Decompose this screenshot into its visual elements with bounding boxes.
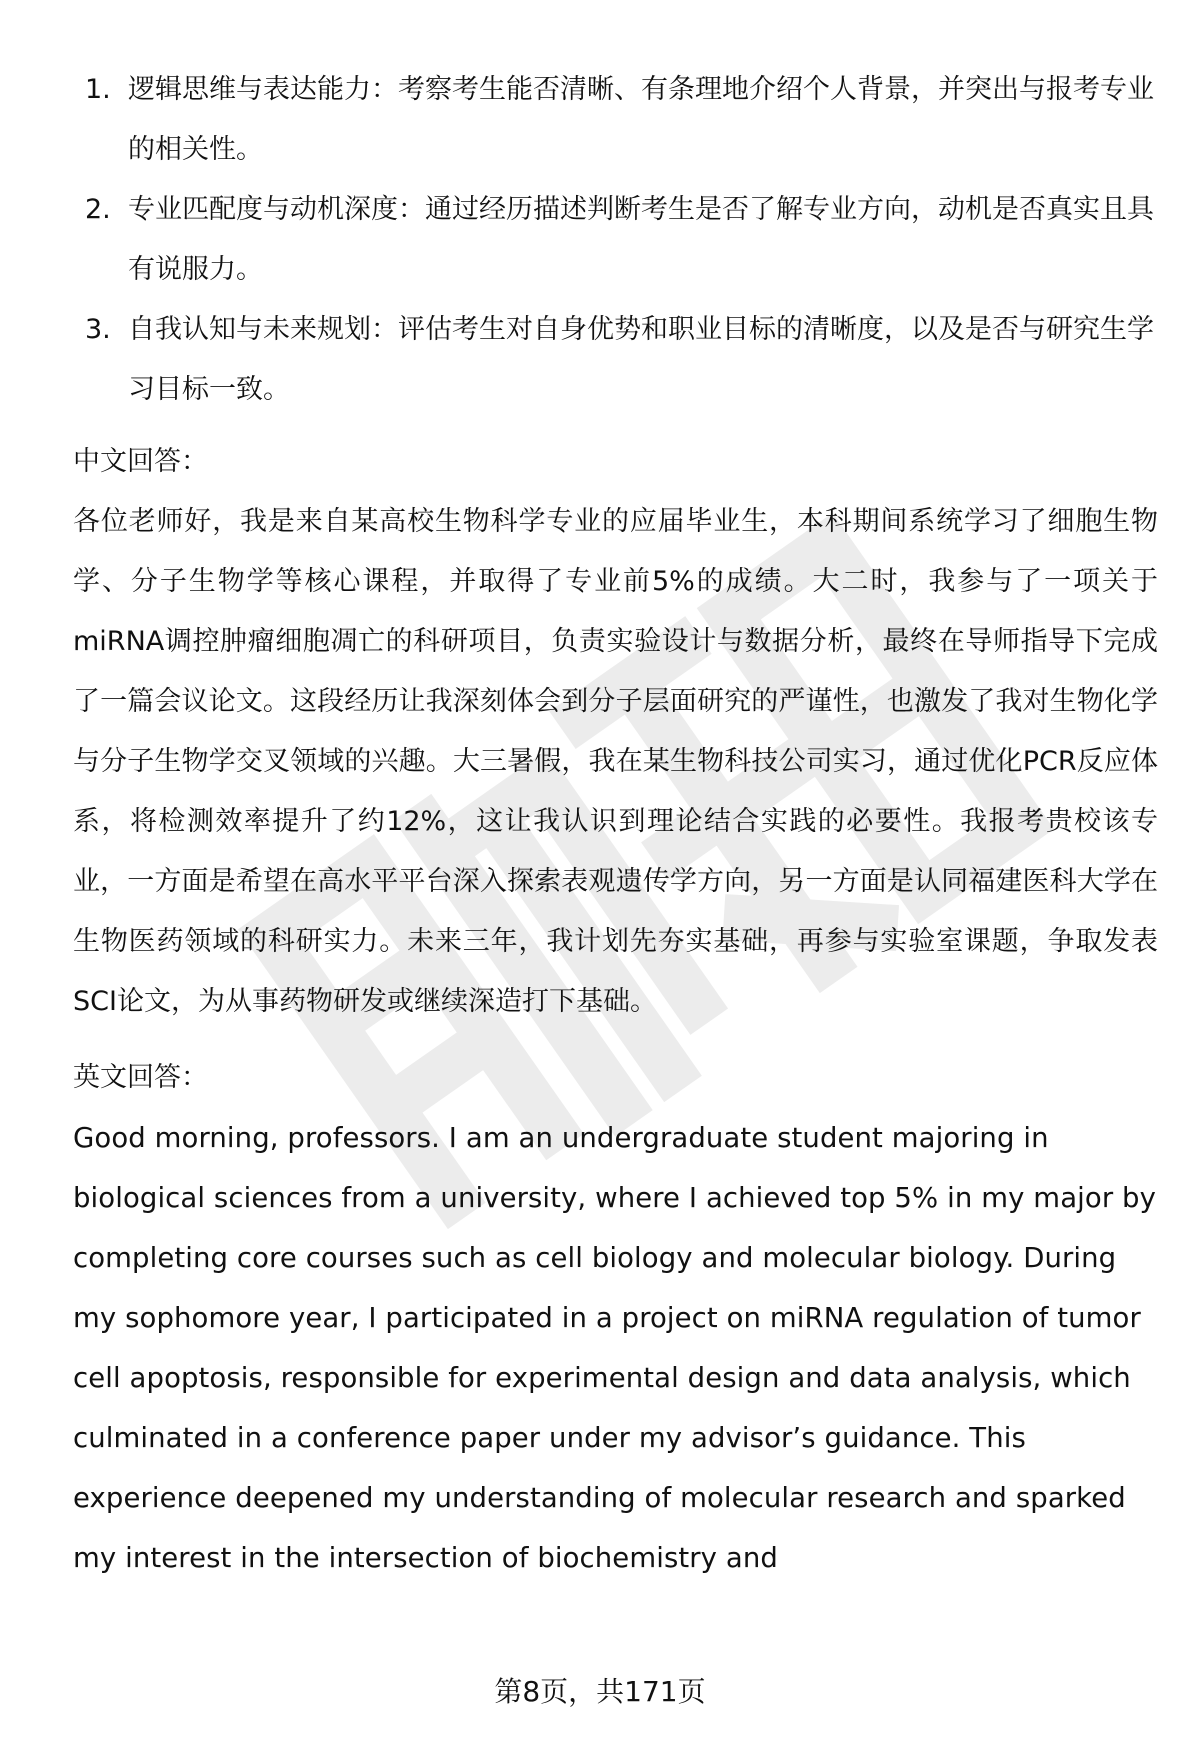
english-answer-text: Good morning, professors. I am an undergraduate student majoring in biological sciences from a university, where I achieved top 5% in my major by completing core courses such as cell biology and molecular biology. During my sophomore year, I participated in a project on miRNA regulation of tumor cell apoptosis, responsible for experimental design and data analysis, which culminated in a conference paper under my advisor’s guidance. This experience deepened my understanding of molecular research and sparked my interest in the intersection of biochemistry and	[73, 1122, 1156, 1574]
evaluation-criteria-list	[73, 60, 1158, 420]
criteria-text: 专业匹配度与动机深度：通过经历描述判断考生是否了解专业方向，动机是否真实且具有说服力。	[128, 194, 1154, 285]
page-number-footer: 第8页，共171页	[494, 1675, 706, 1708]
criteria-text: 逻辑思维与表达能力：考察考生能否清晰、有条理地介绍个人背景，并突出与报考专业的相关性。	[128, 74, 1154, 165]
document-body	[73, 60, 1158, 1588]
criteria-item	[73, 180, 1158, 300]
criteria-number: 1.	[85, 74, 111, 105]
chinese-answer-label: 中文回答：	[73, 446, 208, 477]
criteria-number: 2.	[85, 194, 111, 225]
criteria-number: 3.	[85, 314, 111, 345]
english-answer-label: 英文回答：	[73, 1062, 208, 1093]
chinese-answer-text: 各位老师好，我是来自某高校生物科学专业的应届毕业生，本科期间系统学习了细胞生物学、分子生物学等核心课程，并取得了专业前5%的成绩。大二时，我参与了一项关于miRNA调控肿瘤细胞凋亡的科研项目，负责实验设计与数据分析，最终在导师指导下完成了一篇会议论文。这段经历让我深刻体会到分子层面研究的严谨性，也激发了我对生物化学与分子生物学交叉领域的兴趣。大三暑假，我在某生物科技公司实习，通过优化PCR反应体系，将检测效率提升了约12%，这让我认识到理论结合实践的必要性。我报考贵校该专业，一方面是希望在高水平平台深入探索表观遗传学方向，另一方面是认同福建医科大学在生物医药领域的科研实力。未来三年，我计划先夯实基础，再参与实验室课题，争取发表SCI论文，为从事药物研发或继续深造打下基础。	[73, 506, 1158, 1017]
criteria-item	[73, 300, 1158, 420]
criteria-item	[73, 60, 1158, 180]
criteria-text: 自我认知与未来规划：评估考生对自身优势和职业目标的清晰度，以及是否与研究生学习目标一致。	[128, 314, 1154, 405]
